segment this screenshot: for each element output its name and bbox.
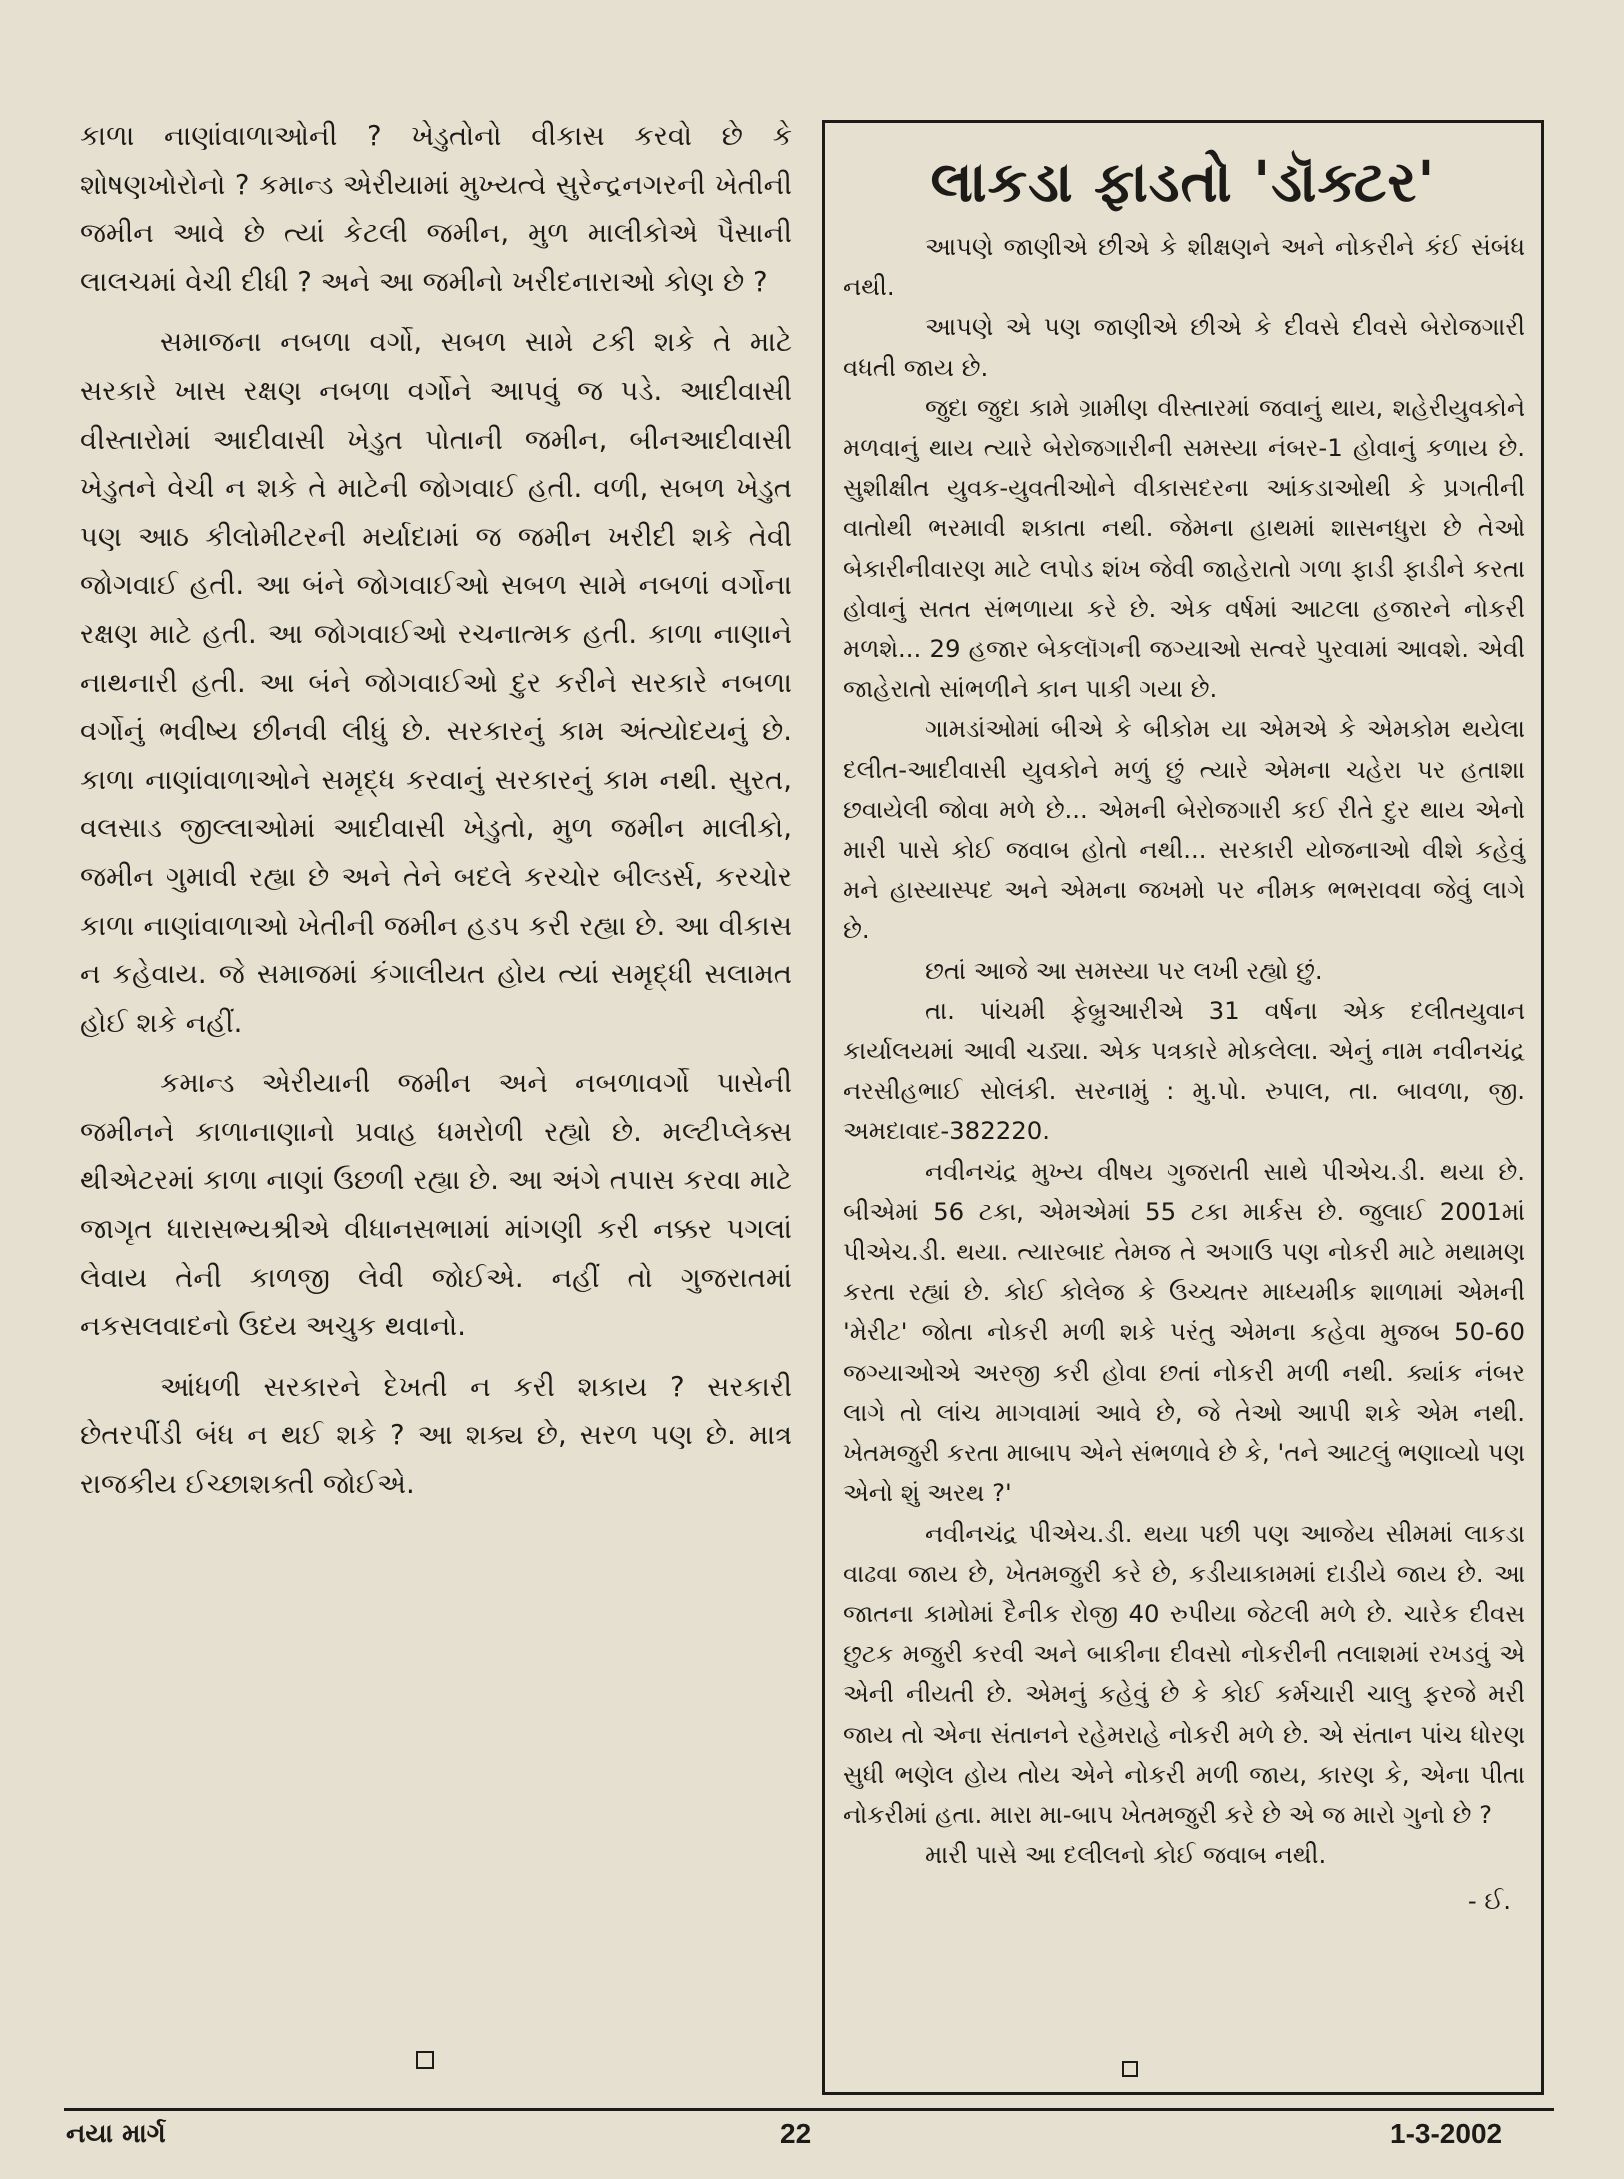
article-end-mark-icon (416, 2051, 434, 2069)
box-paragraph-8: નવીનચંદ્ર પીએચ.ડી. થયા પછી પણ આજેય સીમમાં લાકડા વાઢવા જાય છે, ખેતમજુરી કરે છે, કડીયાકામમાં દાડીયે જાય છે. આ જાતના કામોમાં દૈનીક રોજી 40 રુપીયા જેટલી મળે છે. ચારેક દીવસ છુટક મજુરી કરવી અને બાકીના દીવસો નોકરીની તલાશમાં રખડવું એ એની નીયતી છે. એમનું કહેવું છે કે કોઈ કર્મચારી ચાલુ ફરજે મરી જાય તો એના સંતાનને રહેમરાહે નોકરી મળે છે. એ સંતાન પાંચ ધોરણ સુધી ભણેલ હોય તોય એને નોકરી મળી જાય, કારણ કે, એના પીતા નોકરીમાં હતા. મારા મા-બાપ ખેતમજુરી કરે છે એ જ મારો ગુનો છે ? (843, 1518, 1525, 1829)
article-paragraph-3: કમાન્ડ એરીયાની જમીન અને નબળાવર્ગો પાસેની જમીનને કાળાનાણાનો પ્રવાહ ધમરોળી રહ્યો છે. મલ્ટીપ્લેક્સ થીએટરમાં કાળા નાણાં ઉછળી રહ્યા છે. આ અંગે તપાસ કરવા માટે જાગૃત ધારાસભ્યશ્રીએ વીધાનસભામાં માંગણી કરી નક્કર પગલાં લેવાય તેની કાળજી લેવી જોઈએ. નહીં તો ગુજરાતમાં નકસલવાદનો ઉદય અચુક થવાનો. (80, 1067, 792, 1343)
box-end-mark-icon (1122, 2061, 1138, 2077)
footer-magazine-name: નયા માર્ગ (66, 2119, 166, 2149)
box-paragraph-2: આપણે એ પણ જાણીએ છીએ કે દીવસે દીવસે બેરોજગારી વધતી જાય છે. (843, 312, 1525, 382)
article-paragraph-2: સમાજના નબળા વર્ગો, સબળ સામે ટકી શકે તે માટે સરકારે ખાસ રક્ષણ નબળા વર્ગોને આપવું જ પડે. આદીવાસી વીસ્તારોમાં આદીવાસી ખેડુત પોતાની જમીન, બીનઆદીવાસી ખેડુતને વેચી ન શકે તે માટેની જોગવાઈ હતી. વળી, સબળ ખેડુત પણ આઠ કીલોમીટરની મર્યાદામાં જ જમીન ખરીદી શકે તેવી જોગવાઈ હતી. આ બંને જોગવાઈઓ સબળ સામે નબળાં વર્ગોના રક્ષણ માટે હતી. આ જોગવાઈઓ રચનાત્મક હતી. કાળા નાણાને નાથનારી હતી. આ બંને જોગવાઈઓ દુર કરીને સરકારે નબળા વર્ગોનું ભવીષ્ય છીનવી લીધું છે. સરકારનું કામ અંત્યોદયનું છે. કાળા નાણાંવાળાઓને સમૃદ્ધ કરવાનું સરકારનું કામ નથી. સુરત, વલસાડ જીલ્લાઓમાં આદીવાસી ખેડુતો, મુળ જમીન માલીકો, જમીન ગુમાવી રહ્યા છે અને તેને બદલે કરચોર બીલ્ડર્સ, કરચોર કાળા નાણાંવાળાઓ ખેતીની જમીન હડપ કરી રહ્યા છે. આ વીકાસ ન કહેવાય. જે સમાજમાં કંગાલીયત હોય ત્યાં સમૃદ્ધી સલામત હોઈ શકે નહીં. (80, 326, 792, 1039)
box-paragraph-4: ગામડાંઓમાં બીએ કે બીકોમ યા એમએ કે એમકોમ થયેલા દલીત-આદીવાસી યુવકોને મળું છું ત્યારે એમના ચહેરા પર હતાશા છવાયેલી જોવા મળે છે... એમની બેરોજગારી કઈ રીતે દુર થાય એનો મારી પાસે કોઈ જવાબ હોતો નથી... સરકારી યોજનાઓ વીશે કહેવું મને હાસ્યાસ્પદ અને એમના જખમો પર નીમક ભભરાવવા જેવું લાગે છે. (843, 714, 1525, 945)
box-paragraph-7: નવીનચંદ્ર મુખ્ય વીષય ગુજરાતી સાથે પીએચ.ડી. થયા છે. બીએમાં 56 ટકા, એમએમાં 55 ટકા માર્કસ છે. જુલાઈ 2001માં પીએચ.ડી. થયા. ત્યારબાદ તેમજ તે અગાઉ પણ નોકરી માટે મથામણ કરતા રહ્યાં છે. કોઈ કોલેજ કે ઉચ્ચતર માધ્યમીક શાળામાં એમની 'મેરીટ' જોતા નોકરી મળી શકે પરંતુ એમના કહેવા મુજબ 50-60 જગ્યાઓએ અરજી કરી હોવા છતાં નોકરી મળી નથી. ક્યાંક નંબર લાગે તો લાંચ માગવામાં આવે છે, જે તેઓ આપી શકે એમ નથી. ખેતમજુરી કરતા માબાપ એને સંભળાવે છે કે, 'તને આટલું ભણાવ્યો પણ એનો શું અરથ ?' (843, 1156, 1525, 1508)
box-body (843, 227, 1525, 1922)
box-paragraph-6: તા. પાંચમી ફેબ્રુઆરીએ 31 વર્ષના એક દલીતયુવાન કાર્યાલયમાં આવી ચડ્યા. એક પત્રકારે મોકલેલા. એનું નામ નવીનચંદ્ર નરસીહભાઈ સોલંકી. સરનામું : મુ.પો. રુપાલ, તા. બાવળા, જી. અમદાવાદ-382220. (843, 995, 1525, 1146)
footer-page-number: 22 (780, 2118, 812, 2149)
footer-divider (64, 2108, 1554, 2111)
box-title: લાકડા ફાડતો 'ડૉક્ટર' (930, 150, 1436, 215)
article-paragraph-1: કાળા નાણાંવાળાઓની ? ખેડુતોનો વીકાસ કરવો છે કે શોષણખોરોનો ? કમાન્ડ એરીયામાં મુખ્યત્વે સુરેન્દ્રનગરની ખેતીની જમીન આવે છે ત્યાં કેટલી જમીન, મુળ માલીકોએ પૈસાની લાલચમાં વેચી દીધી ? અને આ જમીનો ખરીદનારાઓ કોણ છે ? (80, 120, 792, 298)
box-paragraph-3: જુદા જુદા કામે ગ્રામીણ વીસ્તારમાં જવાનું થાય, શહેરીયુવકોને મળવાનું થાય ત્યારે બેરોજગારીની સમસ્યા નંબર-1 હોવાનું કળાય છે. સુશીક્ષીત યુવક-યુવતીઓને વીકાસદરના આંકડાઓથી કે પ્રગતીની વાતોથી ભરમાવી શકાતા નથી. જેમના હાથમાં શાસનધુરા છે તેઓ બેકારીનીવારણ માટે લપોડ શંખ જેવી જાહેરાતો ગળા ફાડી ફાડીને કરતા હોવાનું સતત સંભળાયા કરે છે. એક વર્ષમાં આટલા હજારને નોકરી મળશે... 29 હજાર બેકલૉગની જગ્યાઓ સત્વરે પુરવામાં આવશે. એવી જાહેરાતો સાંભળીને કાન પાકી ગયા છે. (843, 392, 1525, 704)
box-paragraph-9: મારી પાસે આ દલીલનો કોઈ જવાબ નથી. (925, 1840, 1327, 1870)
article-column (80, 112, 792, 1509)
article-paragraph-4: આંધળી સરકારને દેખતી ન કરી શકાય ? સરકારી છેતરપીંડી બંધ ન થઈ શકે ? આ શક્ય છે, સરળ પણ છે. માત્ર રાજકીય ઈચ્છાશક્તી જોઈએ. (80, 1370, 792, 1501)
footer-date: 1-3-2002 (1390, 2118, 1503, 2149)
box-signature: - ઈ. (1467, 1886, 1511, 1916)
sidebar-box (822, 120, 1544, 2095)
box-paragraph-5: છતાં આજે આ સમસ્યા પર લખી રહ્યો છું. (925, 955, 1323, 985)
box-paragraph-1: આપણે જાણીએ છીએ કે શીક્ષણને અને નોકરીને કંઈ સંબંધ નથી. (843, 232, 1525, 302)
